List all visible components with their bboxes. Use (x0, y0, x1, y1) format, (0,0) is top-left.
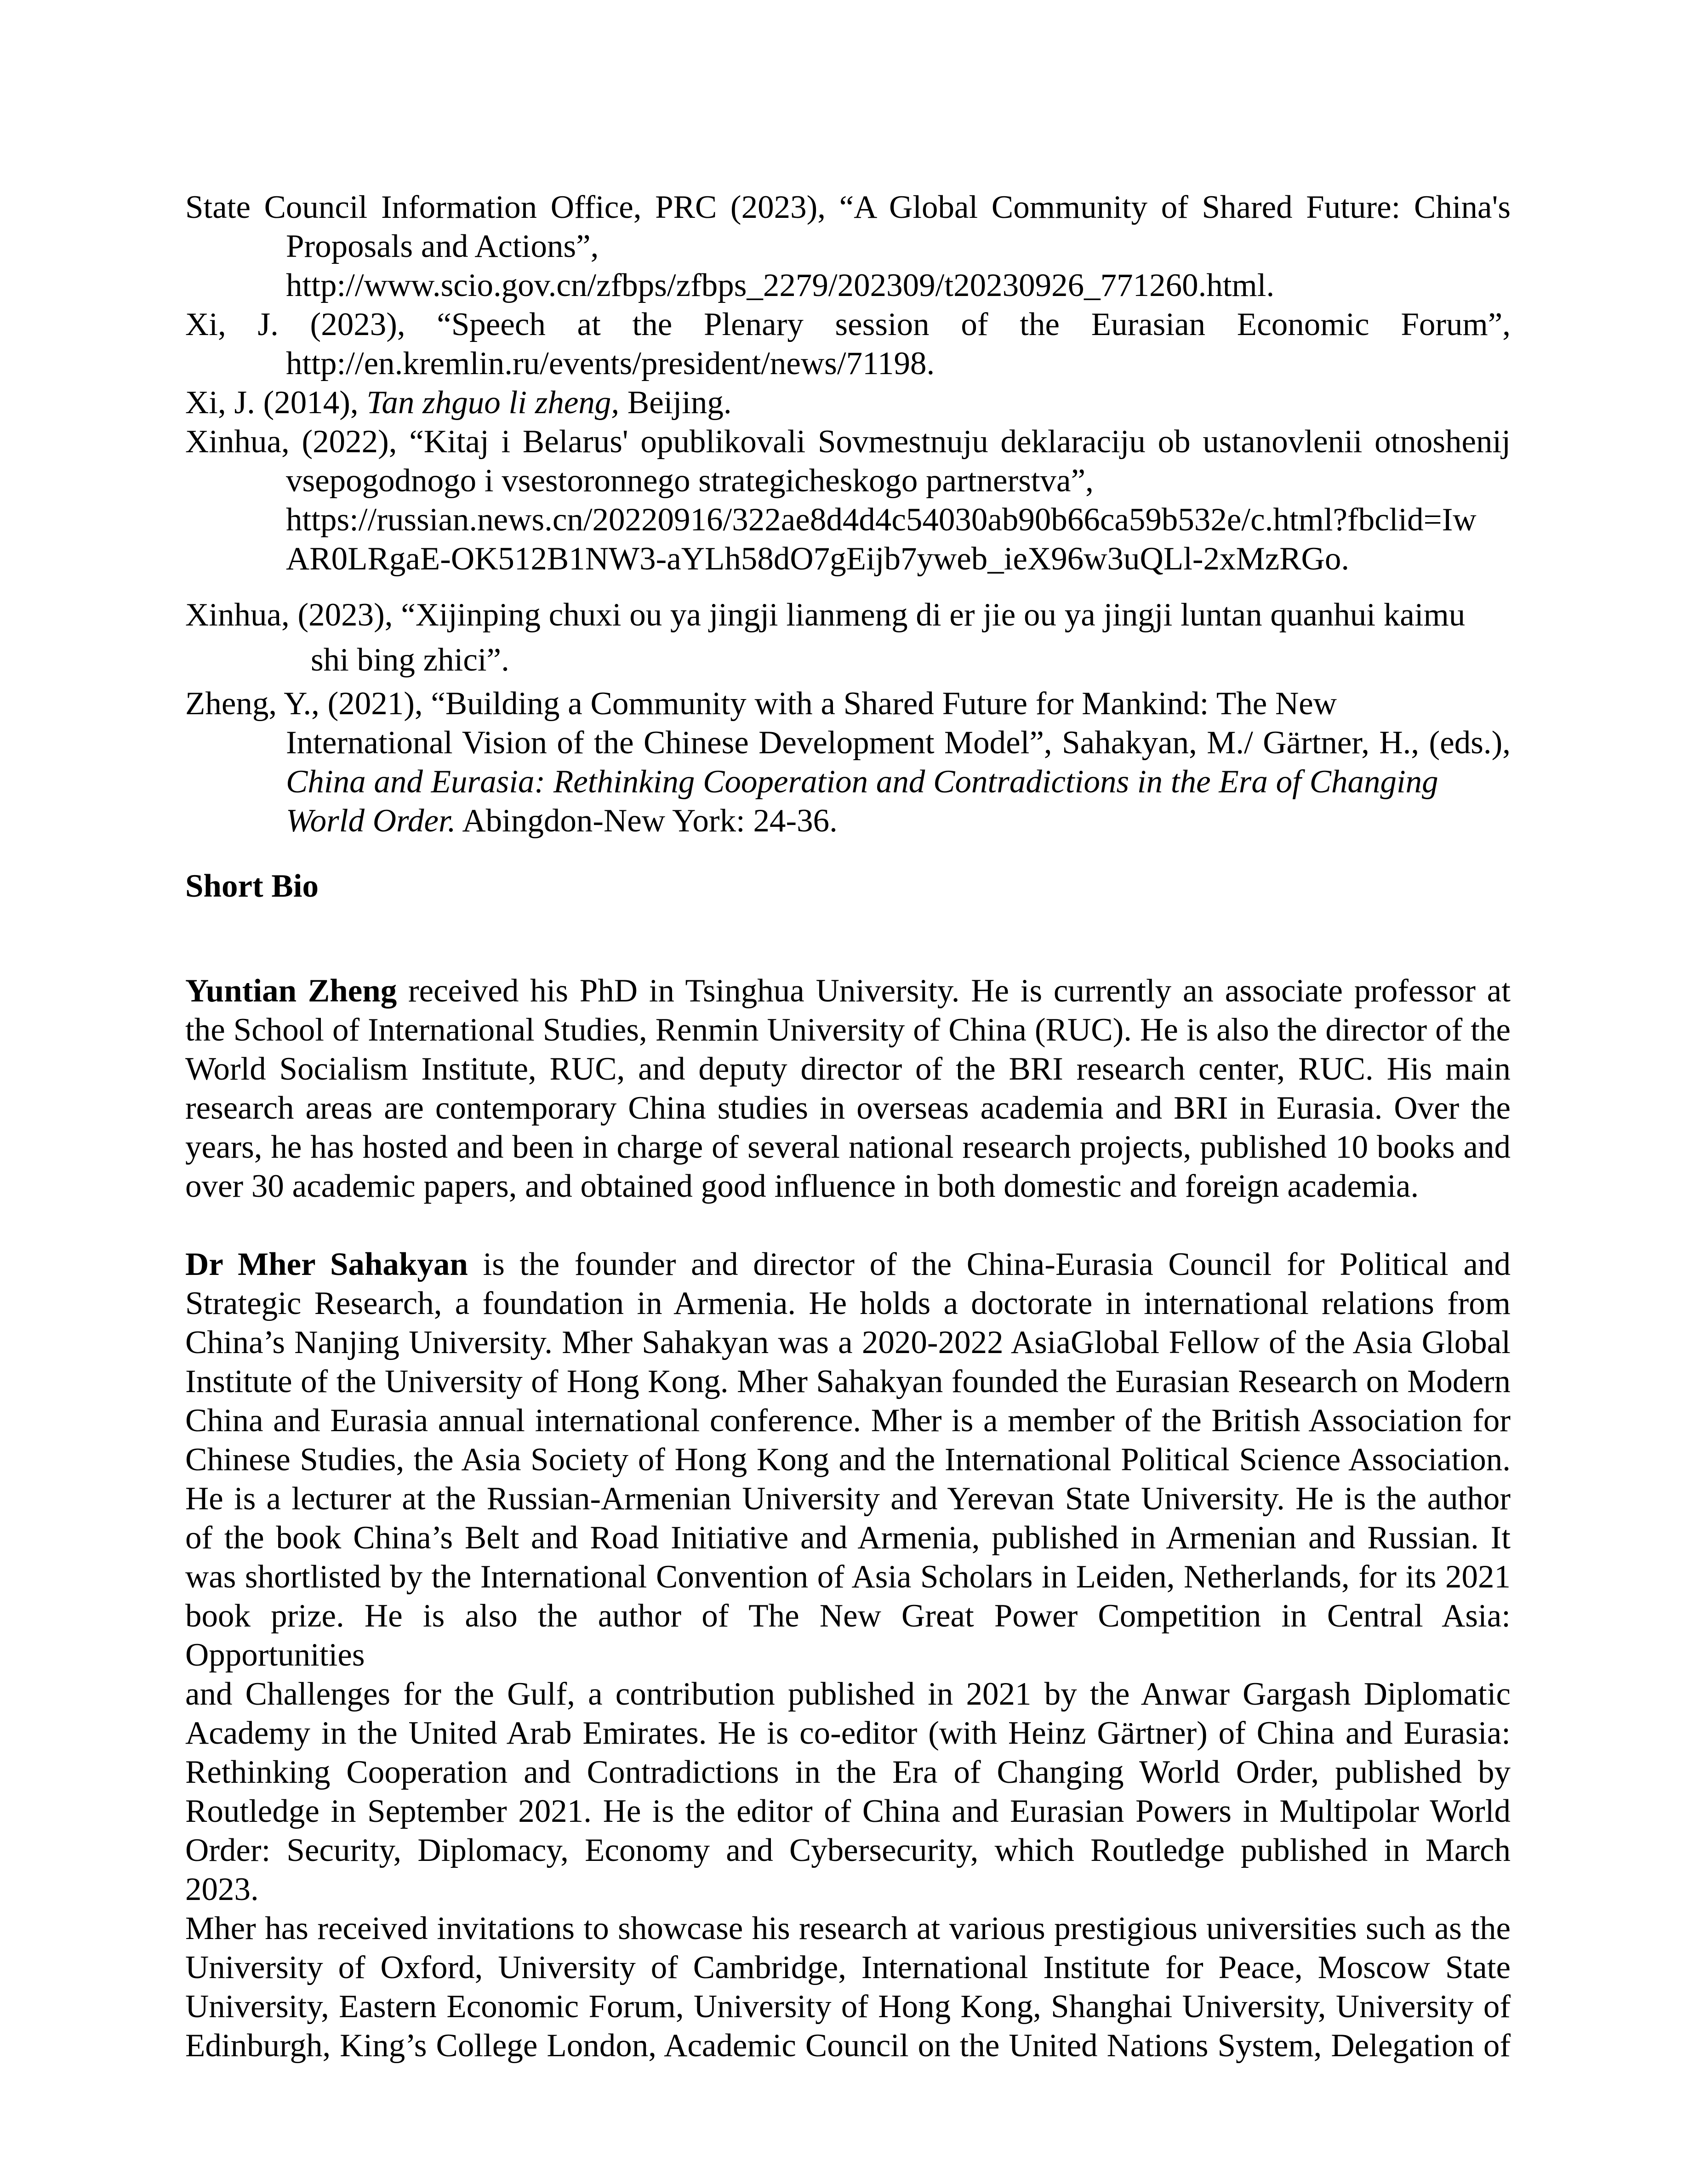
reference-line: shi bing zhici”. (311, 642, 509, 678)
reference-entry-zheng-2021 (185, 684, 1511, 841)
bio-line: book prize. He is also the author of The New Great Power Competition in Central Asia: Opportunities (185, 1598, 1511, 1673)
reference-line: State Council Information Office, PRC (2023), “A Global Community of Shared Future: China's (185, 189, 1511, 225)
bio-line: Institute of the University of Hong Kong. Mher Sahakyan founded the Eurasian Research on Modern (185, 1364, 1511, 1399)
reference-line: International Vision of the Chinese Development Model”, Sahakyan, M./ Gärtner, H., (eds.), (286, 725, 1511, 761)
bio-line: research areas are contemporary China studies in overseas academia and BRI in Eurasia. Over the (185, 1090, 1511, 1126)
bio-line: University of Oxford, University of Cambridge, International Institute for Peace, Moscow State (185, 1950, 1511, 1985)
reference-line: Xinhua, (2023), “Xijinping chuxi ou ya jingji lianmeng di er jie ou ya jingji luntan quanhui kaimu (185, 597, 1466, 633)
bio-line: years, he has hosted and been in charge of several national research projects, published 10 books and (185, 1129, 1511, 1165)
bio-text: received his PhD in Tsinghua University. He is currently an associate professor at (397, 973, 1511, 1009)
bio-line: World Socialism Institute, RUC, and deputy director of the BRI research center, RUC. His main (185, 1051, 1511, 1087)
bio-line: Chinese Studies, the Asia Society of Hong Kong and the International Political Science Association. (185, 1442, 1511, 1478)
bio-line: China’s Nanjing University. Mher Sahakyan was a 2020-2022 AsiaGlobal Fellow of the Asia Global (185, 1325, 1511, 1360)
bio-line: over 30 academic papers, and obtained good influence in both domestic and foreign academia. (185, 1168, 1419, 1204)
author-name-bold: Dr Mher Sahakyan (185, 1246, 468, 1282)
reference-title-italic: World Order. (286, 803, 456, 839)
bio-line: Strategic Research, a foundation in Armenia. He holds a doctorate in international relations from (185, 1285, 1511, 1321)
reference-url: AR0LRgaE-OK512B1NW3-aYLh58dO7gEijb7yweb_ieX96w3uQLl-2xMzRGo. (286, 541, 1350, 577)
bio-line: and Challenges for the Gulf, a contribution published in 2021 by the Anwar Gargash Diplomatic (185, 1676, 1511, 1712)
reference-text: Xi, J. (2014), (185, 385, 367, 421)
reference-line: Xinhua, (2022), “Kitaj i Belarus' opublikovali Sovmestnuju deklaraciju ob ustanovlenii otnoshenij (185, 424, 1511, 460)
bio-paragraph-mher-sahakyan (185, 1245, 1511, 2065)
author-name-bold: Yuntian Zheng (185, 973, 397, 1009)
reference-entry-xinhua-2022 (185, 422, 1511, 579)
reference-url: http://www.scio.gov.cn/zfbps/zfbps_2279/202309/t20230926_771260.html. (286, 267, 1275, 303)
bio-line: University, Eastern Economic Forum, University of Hong Kong, Shanghai University, University of (185, 1989, 1511, 2025)
bio-paragraph-yuntian-zheng (185, 972, 1511, 1206)
reference-text: Abingdon-New York: 24-36. (456, 803, 838, 839)
reference-entry-state-council (185, 188, 1511, 305)
bio-line: Order: Security, Diplomacy, Economy and Cybersecurity, which Routledge published in March 2023. (185, 1832, 1511, 1907)
reference-entry-xinhua-2023 (185, 592, 1511, 682)
reference-line: Proposals and Actions”, (286, 228, 599, 264)
reference-text: Beijing. (619, 385, 732, 421)
bio-line: Mher has received invitations to showcase his research at various prestigious universities such as the (185, 1911, 1511, 1946)
bio-line (185, 972, 1511, 1011)
reference-line: vsepogodnogo i vsestoronnego strategicheskogo partnerstva”, (286, 463, 1094, 499)
bio-line: Edinburgh, King’s College London, Academic Council on the United Nations System, Delegation of (185, 2028, 1511, 2064)
bio-line: the School of International Studies, Renmin University of China (RUC). He is also the director of the (185, 1012, 1511, 1048)
bio-line: was shortlisted by the International Convention of Asia Scholars in Leiden, Netherlands, for its 2021 (185, 1559, 1511, 1595)
bio-line: Routledge in September 2021. He is the editor of China and Eurasian Powers in Multipolar World (185, 1793, 1511, 1829)
reference-line (185, 383, 1511, 422)
reference-url: https://russian.news.cn/20220916/322ae8d4d4c54030ab90b66ca59b532e/c.html?fbclid=Iw (286, 502, 1477, 538)
bio-line: Rethinking Cooperation and Contradictions in the Era of Changing World Order, published by (185, 1754, 1511, 1790)
reference-line (185, 802, 1511, 841)
reference-title-italic: China and Eurasia: Rethinking Cooperation and Contradictions in the Era of Changing (286, 764, 1438, 800)
reference-line: Xi, J. (2023), “Speech at the Plenary session of the Eurasian Economic Forum”, (185, 307, 1511, 342)
reference-title-italic: Tan zhguo li zheng, (366, 385, 620, 421)
reference-entry-xi-2014 (185, 383, 1511, 422)
bio-line: China and Eurasia annual international conference. Mher is a member of the British Association for (185, 1403, 1511, 1439)
reference-list (185, 188, 1511, 841)
bio-line: of the book China’s Belt and Road Initiative and Armenia, published in Armenian and Russian. It (185, 1520, 1511, 1556)
reference-line: Zheng, Y., (2021), “Building a Community with a Shared Future for Mankind: The New (185, 686, 1337, 722)
short-bio-heading: Short Bio (185, 868, 319, 904)
bio-line: He is a lecturer at the Russian-Armenian University and Yerevan State University. He is the author (185, 1481, 1511, 1517)
reference-url: http://en.kremlin.ru/events/president/news/71198. (286, 346, 935, 381)
reference-entry-xi-2023 (185, 305, 1511, 383)
bio-line: Academy in the United Arab Emirates. He is co-editor (with Heinz Gärtner) of China and Eurasia: (185, 1715, 1511, 1751)
bio-line (185, 1245, 1511, 1284)
bio-text: is the founder and director of the China-Eurasia Council for Political and (468, 1246, 1511, 1282)
